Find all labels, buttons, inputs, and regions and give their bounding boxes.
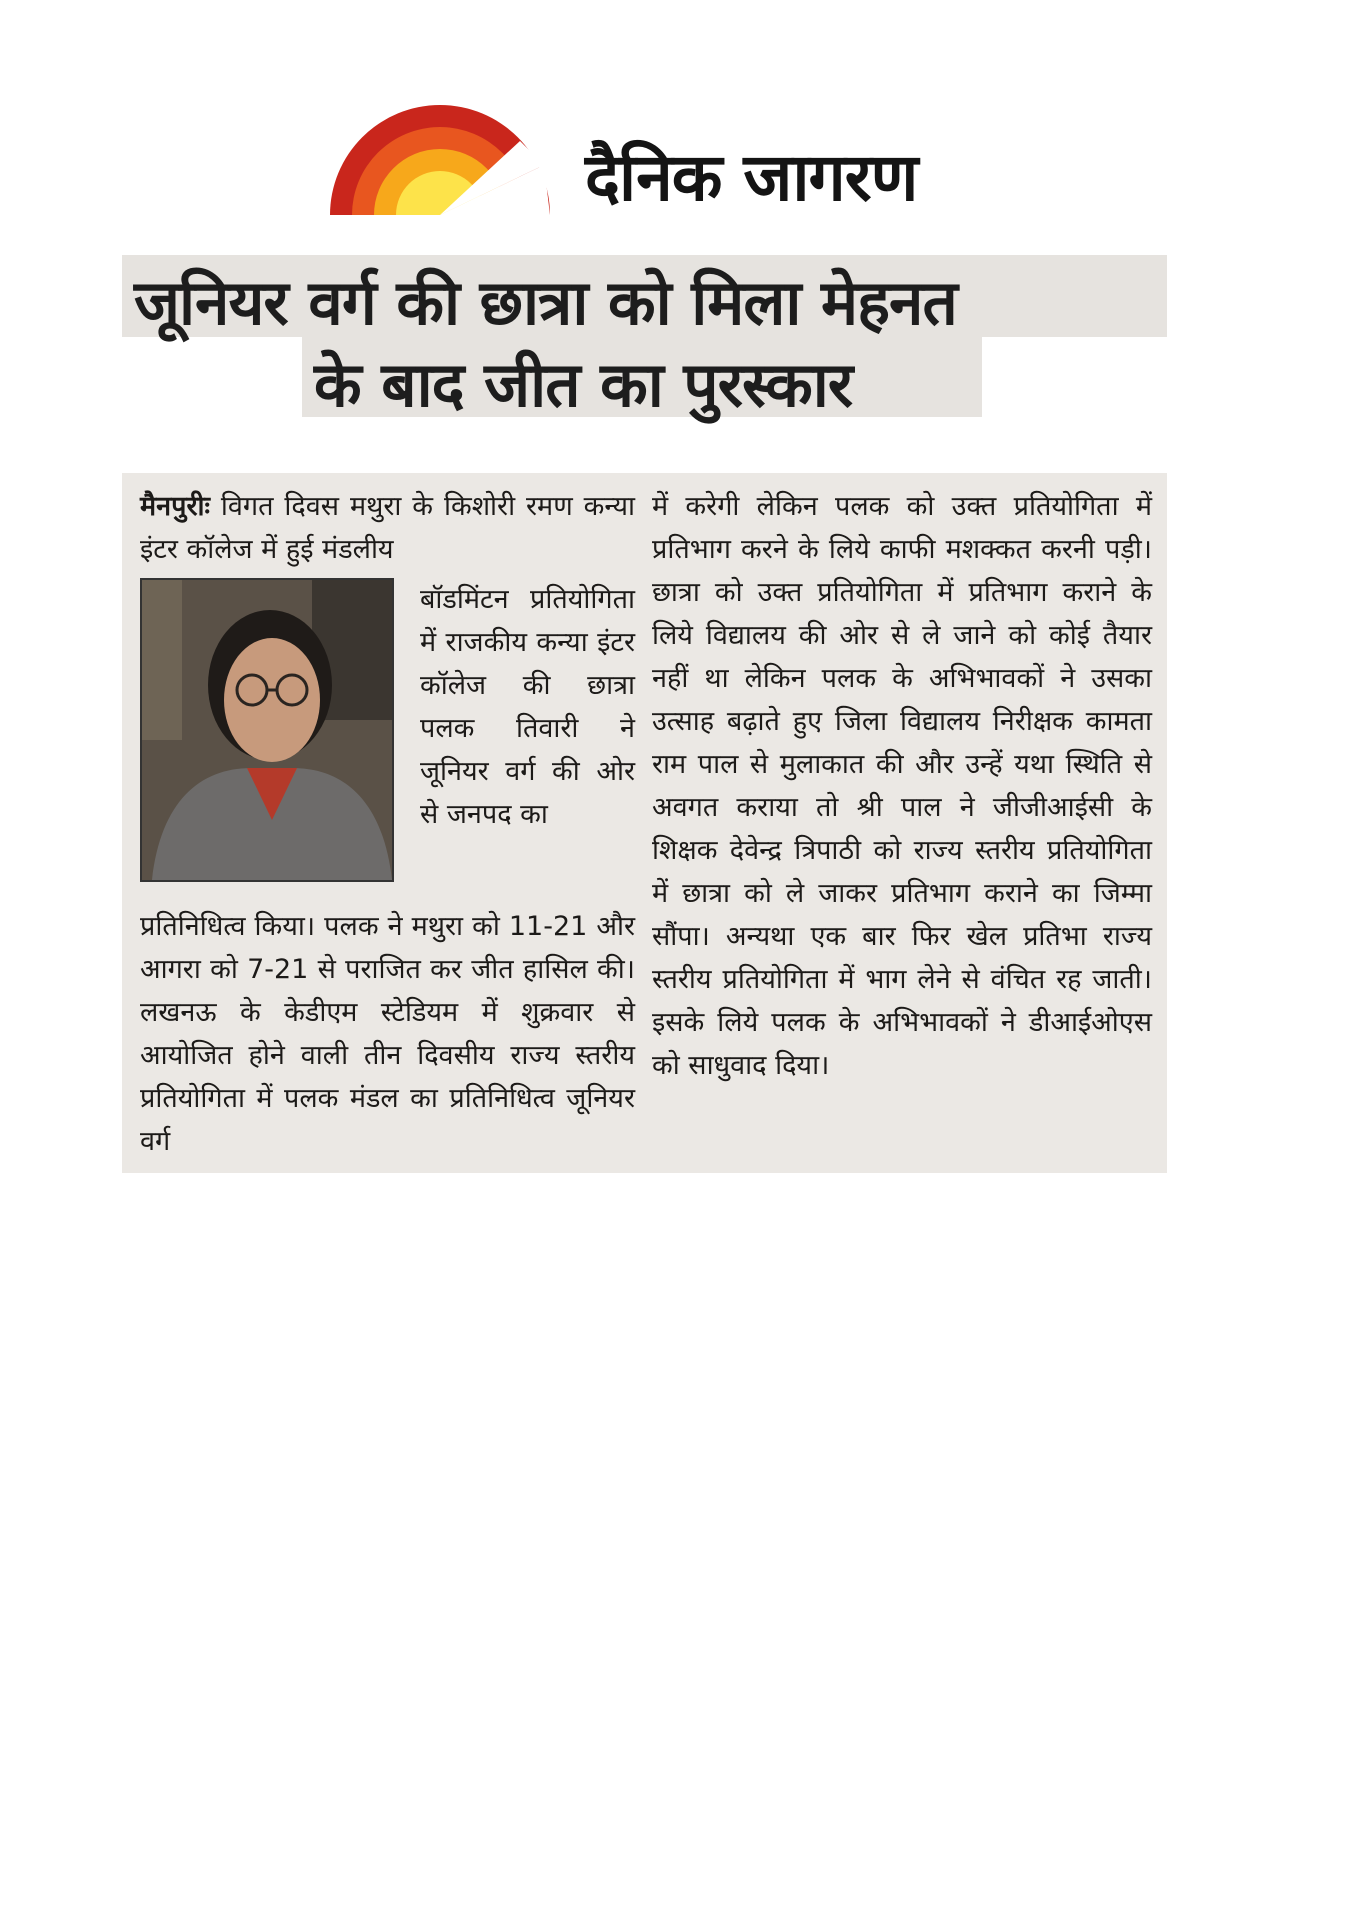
column-1-top xyxy=(140,485,635,571)
dateline: मैनपुरीः xyxy=(140,491,210,522)
column-1-bottom: प्रतिनिधित्व किया। पलक ने मथुरा को 11-21 और आगरा को 7-21 से पराजित कर जीत हासिल की। लखनऊ के केडीएम स्टेडियम में शुक्रवार से आयोजित होने वाली तीन दिवसीय राज्य स्तरीय प्रतियोगिता में पलक मंडल का प्रतिनिधित्व जूनियर वर्ग xyxy=(140,911,635,1157)
newspaper-name: दैनिक जागरण xyxy=(585,139,918,216)
masthead xyxy=(330,100,1010,220)
column-2: में करेगी लेकिन पलक को उक्त प्रतियोगिता में प्रतिभाग करने के लिये काफी मशक्कत करनी पड़ी। छात्रा को उक्त प्रतियोगिता में प्रतिभाग कराने के लिये विद्यालय की ओर से ले जाने को कोई तैयार नहीं था लेकिन पलक के अभिभावकों ने उसका उत्साह बढ़ाते हुए जिला विद्यालय निरीक्षक कामता राम पाल से मुलाकात की और उन्हें यथा स्थिति से अवगत कराया तो श्री पाल ने जीजीआईसी के शिक्षक देवेन्द्र त्रिपाठी को राज्य स्तरीय प्रतियोगिता में छात्रा को ले जाकर प्रतिभाग कराने का जिम्मा सौंपा। अन्यथा एक बार फिर खेल प्रतिभा राज्य स्तरीय प्रतियोगिता में भाग लेने से वंचित रह जाती। इसके लिये पलक के अभिभावकों ने डीआईओएस को साधुवाद दिया। xyxy=(652,491,1152,1081)
headline-line-1: जूनियर वर्ग की छात्रा को मिला मेहनत xyxy=(134,266,957,339)
headline-line-2: के बाद जीत का पुरस्कार xyxy=(314,348,853,421)
column-1-intro-text: विगत दिवस मथुरा के किशोरी रमण कन्या इंटर कॉलेज में हुई मंडलीय xyxy=(140,491,635,565)
sunrise-logo-icon xyxy=(330,105,550,217)
student-photo xyxy=(140,578,394,882)
news-clipping xyxy=(122,255,1167,1175)
student-portrait-icon xyxy=(142,580,392,880)
column-1-wrap-text: बॉडमिंटन प्रतियोगिता में राजकीय कन्या इंटर कॉलेज की छात्रा पलक तिवारी ने जूनियर वर्ग की ओर से जनपद का xyxy=(420,584,635,830)
